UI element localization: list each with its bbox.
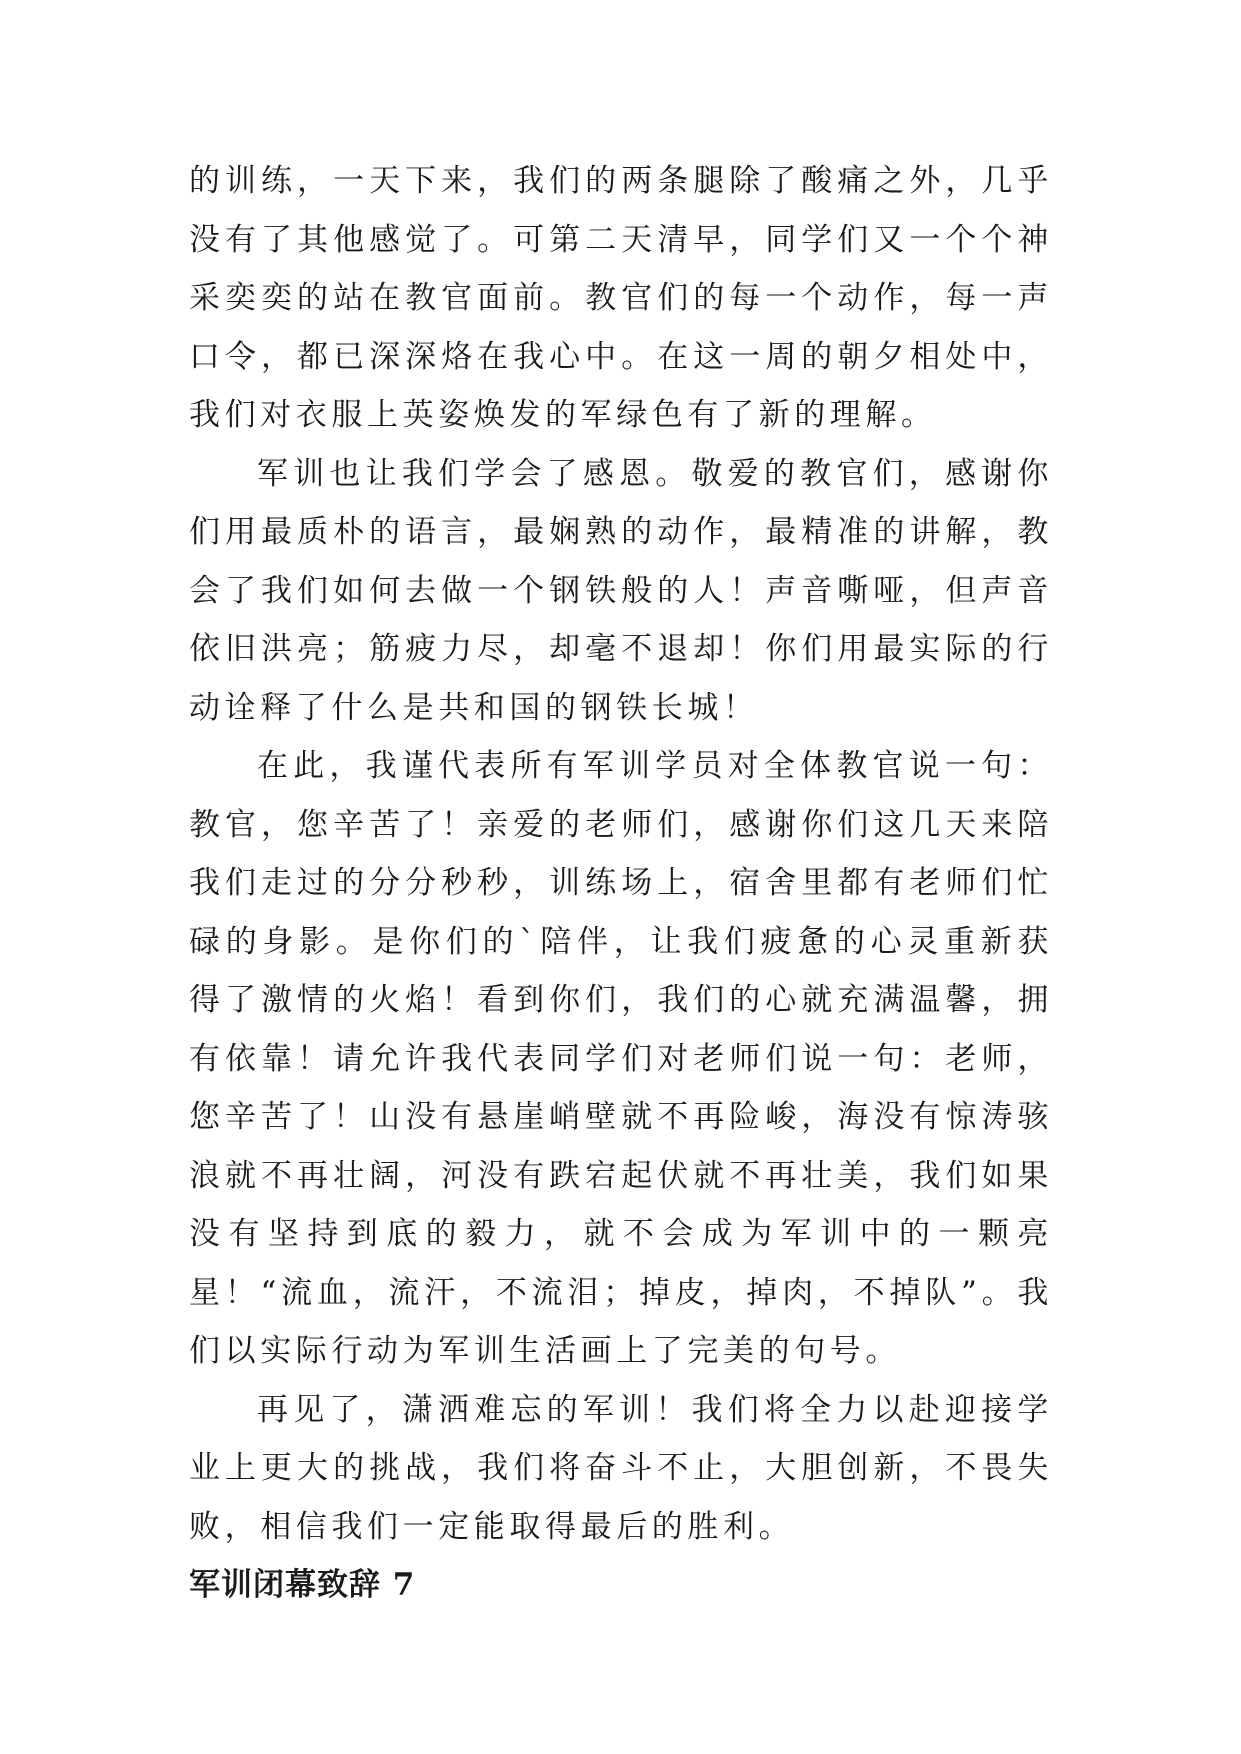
- section-heading: 军训闭幕致辞 7: [189, 1567, 416, 1603]
- document-page: [189, 152, 1053, 1615]
- paragraph-gratitude: 军训也让我们学会了感恩。敬爱的教官们，感谢你们用最质朴的语言，最娴熟的动作，最精准的讲解，教会了我们如何去做一个钢铁般的人！声音嘶哑，但声音依旧洪亮；筋疲力尽，却毫不退却！你们用最实际的行动诠释了什么是共和国的钢铁长城！: [189, 455, 1053, 726]
- paragraph-thanks: 在此，我谨代表所有军训学员对全体教官说一句：教官，您辛苦了！亲爱的老师们，感谢你们这几天来陪我们走过的分分秒秒，训练场上，宿舍里都有老师们忙碌的身影。是你们的`陪伴，让我们疲惫的心灵重新获得了激情的火焰！看到你们，我们的心就充满温馨，拥有依靠！请允许我代表同学们对老师们说一句：老师，您辛苦了！山没有悬崖峭壁就不再险峻，海没有惊涛骇浪就不再壮阔，河没有跌宕起伏就不再壮美，我们如果没有坚持到底的毅力，就不会成为军训中的一颗亮星！“流血，流汗，不流泪；掉皮，掉肉，不掉队”。我们以实际行动为军训生活画上了完美的句号。: [189, 748, 1053, 1369]
- paragraph-continuation: 的训练，一天下来，我们的两条腿除了酸痛之外，几乎没有了其他感觉了。可第二天清早，同学们又一个个神采奕奕的站在教官面前。教官们的每一个动作，每一声口令，都已深深烙在我心中。在这一周的朝夕相处中，我们对衣服上英姿焕发的军绿色有了新的理解。: [189, 163, 1053, 433]
- paragraph-farewell: 再见了，潇洒难忘的军训！我们将全力以赴迎接学业上更大的挑战，我们将奋斗不止，大胆创新，不畏失败，相信我们一定能取得最后的胜利。: [189, 1391, 1053, 1545]
